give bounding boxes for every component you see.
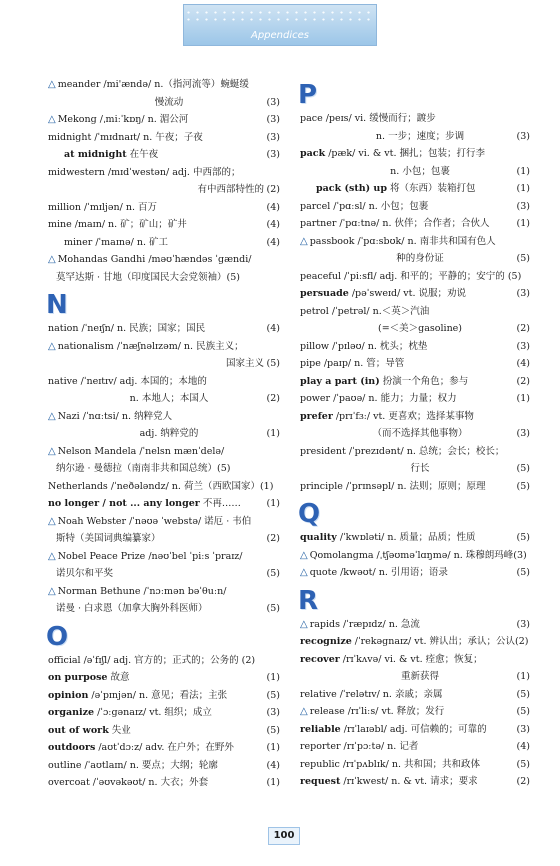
unit-number: (2)	[266, 533, 280, 544]
glossary-entry	[48, 548, 280, 583]
entry-line	[48, 722, 280, 740]
entry-definition: /əˈpɪnjən/ n. 意见；看法；主张	[88, 689, 228, 701]
entry-definition: relative /ˈrelətɪv/ n. 亲戚；亲属	[300, 688, 443, 700]
continuation-text: （而不选择其他事物）	[372, 428, 468, 439]
glossary-entry	[300, 215, 530, 233]
glossary-entry	[300, 338, 530, 356]
continuation-text: n. 一步；速度；步调	[375, 130, 465, 142]
entry-line	[300, 338, 530, 356]
entry-line	[300, 408, 530, 426]
entry-line	[48, 548, 280, 566]
entry-definition: pace /peɪs/ vi. 缓慢而行；踱步	[300, 113, 436, 124]
entry-definition: Norman Bethune /ˈnɔːmən bəˈθuːn/	[57, 585, 227, 597]
glossary-entry	[300, 703, 530, 721]
entry-line	[300, 773, 530, 791]
unit-number: (4)	[266, 219, 280, 230]
entry-continuation	[48, 269, 280, 287]
entry-definition: quote /kwəʊt/ n. 引用语；语录	[309, 567, 448, 578]
glossary-entry	[48, 199, 280, 217]
entry-continuation	[48, 565, 280, 583]
banner-title: Appendices	[250, 30, 309, 41]
entry-definition: parcel /ˈpɑːsl/ n. 小包；包裹	[300, 200, 429, 212]
continuation-text: 行长	[410, 463, 430, 474]
new-word-triangle-icon: △	[300, 706, 308, 717]
unit-number: (5)	[516, 567, 530, 578]
continuation-text: 斯特（美国词典编纂家）	[56, 533, 161, 544]
entry-line	[300, 564, 530, 582]
entry-line	[300, 110, 530, 128]
headword: reliable	[300, 723, 341, 735]
glossary-entry	[48, 338, 280, 373]
headword: no longer / not ... any longer	[48, 498, 200, 509]
entry-line	[48, 129, 280, 147]
entry-line	[300, 268, 530, 286]
entry-definition: outline /ˈaʊtlaɪn/ n. 要点；大纲；轮廓	[48, 759, 218, 771]
entry-line	[300, 390, 530, 408]
continuation-text: 慢流动	[154, 96, 184, 108]
headword: opinion	[48, 689, 89, 701]
entry-definition: nationalism /ˈnæʃnəlɪzəm/ n. 民族主义；	[57, 340, 244, 352]
continuation-text: (=＜美＞gasoline)	[377, 323, 463, 334]
entry-definition: midnight /ˈmɪdnaɪt/ n. 午夜；子夜	[48, 131, 203, 143]
entry-line	[48, 774, 280, 792]
continuation-text: adj. 纳粹党的	[139, 428, 199, 439]
page-number: 100	[268, 827, 300, 845]
glossary-entry	[300, 285, 530, 303]
entry-line	[300, 145, 530, 163]
continuation-text: n. 本地人；本国人	[129, 393, 209, 404]
entry-continuation	[300, 163, 530, 181]
glossary-entry	[300, 373, 530, 391]
entry-definition: mine /maɪn/ n. 矿；矿山；矿井	[48, 219, 187, 230]
entry-definition: 将（东西）装箱打包	[386, 183, 476, 194]
entry-line	[48, 216, 280, 234]
headword: play a part (in)	[300, 375, 380, 387]
entry-line	[48, 111, 280, 129]
entry-continuation	[300, 320, 530, 338]
headword: request	[300, 776, 341, 787]
glossary-entry	[48, 669, 280, 687]
unit-number: (3)	[266, 131, 280, 143]
unit-number: (1)	[516, 165, 530, 177]
entry-definition: Nobel Peace Prize /nəʊˈbel ˈpiːs ˈpraɪz/	[57, 550, 243, 562]
entry-line	[48, 338, 280, 356]
unit-number: (5)	[266, 358, 280, 369]
entry-continuation	[48, 460, 280, 478]
entry-definition: peaceful /ˈpiːsfl/ adj. 和平的；平静的；安宁的 (5)	[300, 270, 522, 282]
unit-number: (1)	[516, 183, 530, 194]
glossary-entry	[48, 251, 280, 286]
entry-line	[48, 495, 280, 513]
headword: out of work	[48, 724, 109, 736]
entry-line	[300, 616, 530, 634]
glossary-entry	[300, 773, 530, 791]
entry-definition: Nelson Mandela /ˈnelsn mænˈdelə/	[57, 445, 225, 457]
entry-definition: /ˈrekəgnaɪz/ vt. 辨认出；承认；公认(2)	[351, 636, 529, 647]
entry-line	[300, 373, 530, 391]
continuation-text: n. 小包；包裹	[390, 165, 450, 177]
entry-line	[48, 687, 280, 705]
glossary-entry	[48, 234, 280, 252]
glossary-entry	[48, 757, 280, 775]
headword: recover	[300, 653, 340, 665]
headword: prefer	[300, 410, 333, 422]
glossary-entry	[300, 478, 530, 496]
entry-line	[300, 355, 530, 373]
entry-continuation	[48, 425, 280, 443]
unit-number: (4)	[266, 759, 280, 771]
entry-line	[300, 215, 530, 233]
entry-continuation	[300, 250, 530, 268]
new-word-triangle-icon: △	[48, 445, 56, 457]
entry-definition: petrol /ˈpetrəl/ n.＜英＞汽油	[300, 305, 430, 317]
glossary-entry	[300, 529, 530, 547]
entry-line	[48, 652, 280, 670]
entry-definition: /pæk/ vi. & vt. 捆扎；包装；打行李	[325, 148, 486, 159]
entry-definition: Mekong /ˌmiːˈkɒŋ/ n. 湄公河	[57, 114, 189, 125]
unit-number: (4)	[266, 236, 280, 248]
headword: persuade	[300, 288, 349, 299]
entry-line	[300, 547, 530, 565]
new-word-triangle-icon: △	[48, 515, 56, 527]
entry-definition: 不再……	[199, 498, 241, 509]
glossary-entry	[300, 233, 530, 268]
entry-line	[300, 721, 530, 739]
glossary-entry	[48, 111, 280, 129]
entry-continuation	[48, 355, 280, 373]
entry-definition: 在午夜	[126, 149, 159, 160]
entry-line	[300, 756, 530, 774]
entry-line	[300, 651, 530, 669]
entry-definition: pillow /ˈpɪləʊ/ n. 枕头；枕垫	[300, 340, 428, 352]
entry-definition: rapids /ˈræpɪdz/ n. 急流	[309, 618, 420, 630]
glossary-entry	[48, 373, 280, 408]
glossary-entry	[48, 216, 280, 234]
headword: on purpose	[48, 672, 108, 683]
unit-number: (5)	[516, 688, 530, 700]
unit-number: (5)	[516, 480, 530, 492]
entry-continuation	[48, 530, 280, 548]
unit-number: (2)	[266, 393, 280, 404]
entry-line	[300, 738, 530, 756]
glossary-entry	[300, 651, 530, 686]
entry-line	[64, 146, 280, 164]
unit-number: (1)	[516, 393, 530, 404]
entry-line	[316, 180, 530, 198]
unit-number: (5)	[516, 758, 530, 770]
continuation-text: 重新获得	[400, 671, 439, 682]
entry-definition: nation /ˈneɪʃn/ n. 民族；国家；国民	[48, 323, 206, 334]
entry-line	[300, 478, 530, 496]
continuation-text: 莫罕达斯 · 甘地（印度国民大会党领袖）(5)	[56, 271, 241, 283]
new-word-triangle-icon: △	[300, 549, 308, 561]
entry-definition: 故意	[107, 672, 130, 683]
entry-line	[48, 478, 280, 496]
entry-definition: /rɪˈkwest/ n. & vt. 请求；要求	[340, 776, 478, 787]
unit-number: (3)	[516, 618, 530, 630]
section-letter: O	[46, 621, 69, 652]
headword: outdoors	[48, 742, 96, 753]
entry-line	[48, 373, 280, 391]
unit-number: (4)	[516, 741, 530, 752]
glossary-entry	[48, 687, 280, 705]
unit-number: (2)	[516, 375, 530, 387]
entry-definition: Qomolangma /ˌtʃəʊməˈlɑŋmə/ n. 珠穆朗玛峰(3)	[309, 549, 527, 561]
glossary-entry	[300, 355, 530, 373]
entry-definition: republic /rɪˈpʌblɪk/ n. 共和国；共和政体	[300, 758, 480, 770]
entry-definition: /rɪˈkʌvə/ vi. & vt. 痊愈；恢复；	[339, 653, 483, 665]
unit-number: (5)	[266, 568, 280, 579]
entry-definition: /pəˈsweɪd/ vt. 说服；劝说	[348, 288, 467, 299]
entry-continuation	[300, 460, 530, 478]
entry-definition: official /əˈfɪʃl/ adj. 官方的；正式的；公务的 (2)	[48, 654, 256, 666]
unit-number: (2)	[516, 323, 530, 334]
glossary-entry	[48, 739, 280, 757]
section-header	[298, 585, 530, 616]
entry-definition: /ˈkwɒləti/ n. 质量；品质；性质	[336, 532, 476, 543]
unit-number: (5)	[266, 603, 280, 614]
section-letter: P	[298, 80, 318, 110]
entry-definition: partner /ˈpɑːtnə/ n. 伙伴；合作者；合伙人	[300, 218, 490, 229]
entry-line	[48, 164, 280, 182]
new-word-triangle-icon: △	[48, 340, 56, 352]
new-word-triangle-icon: △	[48, 410, 56, 422]
glossary-entry	[300, 408, 530, 443]
section-letter: N	[46, 290, 68, 320]
new-word-triangle-icon: △	[48, 79, 56, 90]
unit-number: (1)	[266, 428, 280, 439]
glossary-entry	[300, 633, 530, 651]
unit-number: (3)	[266, 114, 280, 125]
glossary-entry	[48, 704, 280, 722]
entry-definition: Netherlands /ˈneðələndz/ n. 荷兰（西欧国家）(1)	[48, 480, 274, 492]
unit-number: (1)	[266, 742, 280, 753]
continuation-text: 诺曼 · 白求恩（加拿大胸外科医师）	[56, 603, 208, 614]
unit-number: (4)	[266, 323, 280, 334]
glossary-entry	[300, 547, 530, 565]
entry-definition: Nazi /ˈnɑːtsi/ n. 纳粹党人	[57, 410, 173, 422]
glossary-entry	[300, 443, 530, 478]
glossary-entry	[48, 164, 280, 199]
entry-definition: midwestern /mɪdˈwestən/ adj. 中西部的；	[48, 166, 241, 178]
entry-definition: reporter /rɪˈpɔːtə/ n. 记者	[300, 741, 419, 752]
entry-line	[48, 704, 280, 722]
glossary-entry	[300, 686, 530, 704]
entry-definition: principle /ˈprɪnsəpl/ n. 法则；原则；原理	[300, 480, 486, 492]
glossary-entry	[48, 320, 280, 338]
glossary-entry	[300, 180, 530, 198]
glossary-entry	[48, 146, 280, 164]
entry-continuation	[48, 94, 280, 112]
unit-number: (4)	[266, 201, 280, 213]
unit-number: (1)	[516, 671, 530, 682]
unit-number: (5)	[516, 463, 530, 474]
unit-number: (1)	[266, 777, 280, 788]
left-column	[48, 76, 280, 792]
unit-number: (3)	[516, 130, 530, 142]
unit-number: (3)	[266, 707, 280, 718]
glossary-entry	[48, 478, 280, 496]
unit-number: (2)	[516, 776, 530, 787]
new-word-triangle-icon: △	[48, 114, 56, 125]
headword: pack	[300, 148, 326, 159]
headword: at midnight	[64, 149, 127, 160]
entry-line	[300, 303, 530, 321]
entry-definition: /aʊtˈdɔːz/ adv. 在户外；在野外	[95, 742, 234, 753]
entry-continuation	[300, 128, 530, 146]
entry-definition: 扮演一个角色；参与	[379, 375, 469, 387]
right-column	[300, 76, 530, 791]
entry-line	[48, 251, 280, 269]
entry-definition: Noah Webster /ˈnəʊə ˈwebstə/ 诺厄 · 韦伯	[57, 515, 252, 527]
entry-definition: native /ˈneɪtɪv/ adj. 本国的；本地的	[48, 375, 207, 387]
entry-line	[48, 443, 280, 461]
entry-line	[64, 234, 280, 252]
glossary-entry	[48, 774, 280, 792]
unit-number: (5)	[266, 689, 280, 701]
entry-line	[48, 513, 280, 531]
glossary-entry	[48, 129, 280, 147]
entry-definition: pipe /paɪp/ n. 管；导管	[300, 358, 405, 369]
entry-definition: release /rɪˈliːs/ vt. 释放；发行	[309, 706, 445, 717]
entry-continuation	[48, 600, 280, 618]
glossary-entry	[300, 721, 530, 739]
entry-continuation	[48, 390, 280, 408]
new-word-triangle-icon: △	[48, 254, 56, 265]
new-word-triangle-icon: △	[48, 585, 56, 597]
glossary-entry	[48, 652, 280, 670]
glossary-entry	[300, 198, 530, 216]
entry-line	[300, 529, 530, 547]
section-letter: R	[298, 585, 319, 616]
entry-definition: miner /ˈmaɪnə/ n. 矿工	[64, 236, 168, 248]
entry-line	[48, 583, 280, 601]
glossary-entry	[48, 722, 280, 740]
entry-line	[300, 703, 530, 721]
entry-definition: /rɪˈlaɪəbl/ adj. 可信赖的；可靠的	[340, 723, 487, 735]
appendices-banner	[183, 4, 377, 46]
entry-continuation	[48, 181, 280, 199]
glossary-entry	[48, 76, 280, 111]
glossary-entry	[48, 513, 280, 548]
unit-number: (5)	[516, 706, 530, 717]
section-header	[298, 501, 530, 527]
entry-definition: 失业	[108, 724, 131, 736]
section-letter: Q	[298, 499, 321, 529]
unit-number: (3)	[266, 149, 280, 160]
entry-continuation	[300, 425, 530, 443]
glossary-entry	[300, 616, 530, 634]
entry-definition: meander /mi'ændə/ n.（指河流等）蜿蜒缓	[57, 79, 249, 90]
entry-line	[300, 285, 530, 303]
unit-number: (3)	[516, 200, 530, 212]
glossary-entry	[48, 495, 280, 513]
unit-number: (2)	[266, 184, 280, 195]
unit-number: (3)	[516, 340, 530, 352]
entry-line	[48, 408, 280, 426]
unit-number: (4)	[516, 358, 530, 369]
entry-definition: million /ˈmɪljən/ n. 百万	[48, 201, 157, 213]
unit-number: (3)	[516, 723, 530, 735]
entry-line	[300, 443, 530, 461]
banner-pattern	[184, 9, 376, 25]
glossary-entry	[300, 145, 530, 180]
new-word-triangle-icon: △	[300, 235, 308, 247]
entry-definition: /ˈɔːgənaɪz/ vt. 组织；成立	[94, 707, 212, 718]
glossary-entry	[48, 583, 280, 618]
new-word-triangle-icon: △	[300, 618, 308, 630]
entry-line	[300, 633, 530, 651]
glossary-entry	[48, 408, 280, 443]
glossary-entry	[300, 756, 530, 774]
continuation-text: 种的身份证	[396, 253, 444, 264]
unit-number: (3)	[266, 96, 280, 108]
entry-line	[48, 320, 280, 338]
entry-line	[48, 757, 280, 775]
continuation-text: 纳尔逊 · 曼德拉（南南非共和国总统）(5)	[56, 463, 231, 474]
entry-line	[300, 686, 530, 704]
entry-continuation	[300, 668, 530, 686]
entry-line	[48, 739, 280, 757]
continuation-text: 有中西部特性的	[197, 184, 264, 195]
section-header	[46, 292, 280, 318]
unit-number: (5)	[516, 253, 530, 264]
entry-line	[48, 76, 280, 94]
entry-definition: president /ˈprezɪdənt/ n. 总统；会长；校长；	[300, 445, 505, 457]
glossary-entry	[48, 443, 280, 478]
glossary-entry	[300, 268, 530, 286]
unit-number: (5)	[266, 724, 280, 736]
continuation-text: 诺贝尔和平奖	[56, 568, 114, 579]
glossary-entry	[300, 303, 530, 338]
unit-number: (1)	[266, 498, 280, 509]
entry-definition: passbook /ˈpɑːsbʊk/ n. 南非共和国有色人	[309, 235, 496, 247]
new-word-triangle-icon: △	[300, 567, 308, 578]
entry-definition: Mohandas Gandhi /məʊˈhændəs ˈgændi/	[57, 254, 252, 265]
entry-line	[300, 198, 530, 216]
entry-line	[48, 669, 280, 687]
headword: quality	[300, 532, 337, 543]
glossary-entry	[300, 390, 530, 408]
entry-definition: overcoat /ˈəʊvəkəʊt/ n. 大衣；外套	[48, 777, 209, 788]
entry-line	[48, 199, 280, 217]
unit-number: (3)	[516, 428, 530, 439]
entry-definition: /prɪˈfɜː/ vt. 更喜欢；选择某事物	[332, 410, 474, 422]
glossary-entry	[300, 738, 530, 756]
continuation-text: 国家主义	[225, 358, 264, 369]
unit-number: (3)	[516, 288, 530, 299]
unit-number: (1)	[266, 672, 280, 683]
headword: pack (sth) up	[316, 183, 387, 194]
glossary-entry	[300, 564, 530, 582]
entry-line	[300, 233, 530, 251]
headword: organize	[48, 707, 95, 718]
unit-number: (1)	[516, 218, 530, 229]
section-header	[298, 82, 530, 108]
section-header	[46, 621, 280, 652]
unit-number: (5)	[516, 532, 530, 543]
headword: recognize	[300, 636, 352, 647]
new-word-triangle-icon: △	[48, 550, 56, 562]
glossary-entry	[300, 110, 530, 145]
entry-definition: power /ˈpaʊə/ n. 能力；力量；权力	[300, 393, 457, 404]
